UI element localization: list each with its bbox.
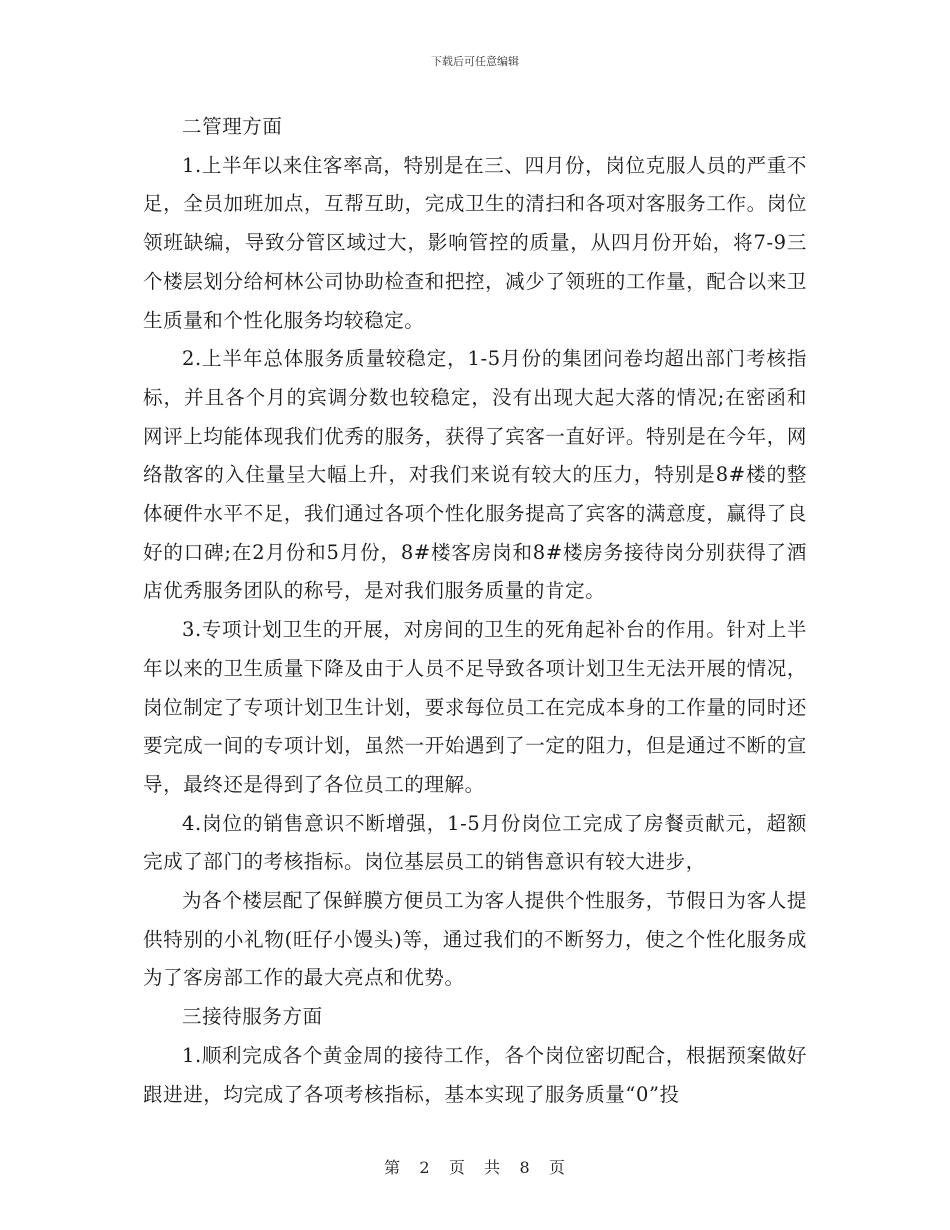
footer-label-pre: 第 [384, 1158, 402, 1177]
footer-total-pages: 8 [519, 1158, 531, 1177]
page-header: 下载后可任意编辑 [431, 55, 519, 68]
document-body [143, 108, 807, 1114]
paragraph-item-2: 2.上半年总体服务质量较稳定，1-5月份的集团问卷均超出部门考核指标，并且各个月的宾调分数也较稳定，没有出现大起大落的情况;在密函和网评上均能体现我们优秀的服务，获得了宾客一直好评。特别是在今年，网络散客的入住量呈大幅上升，对我们来说有较大的压力，特别是8#楼的整体硬件水平不足，我们通过各项个性化服务提高了宾客的满意度，赢得了良好的口碑;在2月份和5月份，8#楼客房岗和8#楼房务接待岗分别获得了酒店优秀服务团队的称号，是对我们服务质量的肯定。 [143, 347, 807, 603]
section-heading-management: 二管理方面 [182, 115, 283, 138]
footer-page-number: 2 [419, 1158, 431, 1177]
footer-label-total: 共 [484, 1158, 502, 1177]
footer-label-mid: 页 [448, 1158, 466, 1177]
section-heading-reception: 三接待服务方面 [182, 1005, 323, 1029]
paragraph-item-4: 4.岗位的销售意识不断增强，1-5月份岗位工完成了房餐贡献元，超额完成了部门的考核指标。岗位基层员工的销售意识有较大进步， [143, 811, 807, 874]
page-footer [0, 1155, 950, 1178]
paragraph-item-3: 3.专项计划卫生的开展，对房间的卫生的死角起补台的作用。针对上半年以来的卫生质量下降及由于人员不足导致各项计划卫生无法开展的情况，岗位制定了专项计划卫生计划，要求每位员工在完成本身的工作量的同时还要完成一间的专项计划，虽然一开始遇到了一定的阻力，但是通过不断的宣导，最终还是得到了各位员工的理解。 [143, 618, 807, 796]
footer-label-post: 页 [548, 1158, 566, 1177]
paragraph-item-1: 1.上半年以来住客率高，特别是在三、四月份，岗位克服人员的严重不足，全员加班加点，互帮互助，完成卫生的清扫和各项对客服务工作。岗位领班缺编，导致分管区域过大，影响管控的质量，从四月份开始，将7-9三个楼层划分给柯林公司协助检查和把控，减少了领班的工作量，配合以来卫生质量和个性化服务均较稳定。 [143, 153, 807, 332]
paragraph-reception-1: 1.顺利完成各个黄金周的接待工作，各个岗位密切配合，根据预案做好跟进进，均完成了各项考核指标，基本实现了服务质量“0”投 [143, 1043, 807, 1106]
paragraph-continuation: 为各个楼层配了保鲜膜方便员工为客人提供个性服务，节假日为客人提供特别的小礼物(旺仔小馒头)等，通过我们的不断努力，使之个性化服务成为了客房部工作的最大亮点和优势。 [143, 889, 807, 990]
